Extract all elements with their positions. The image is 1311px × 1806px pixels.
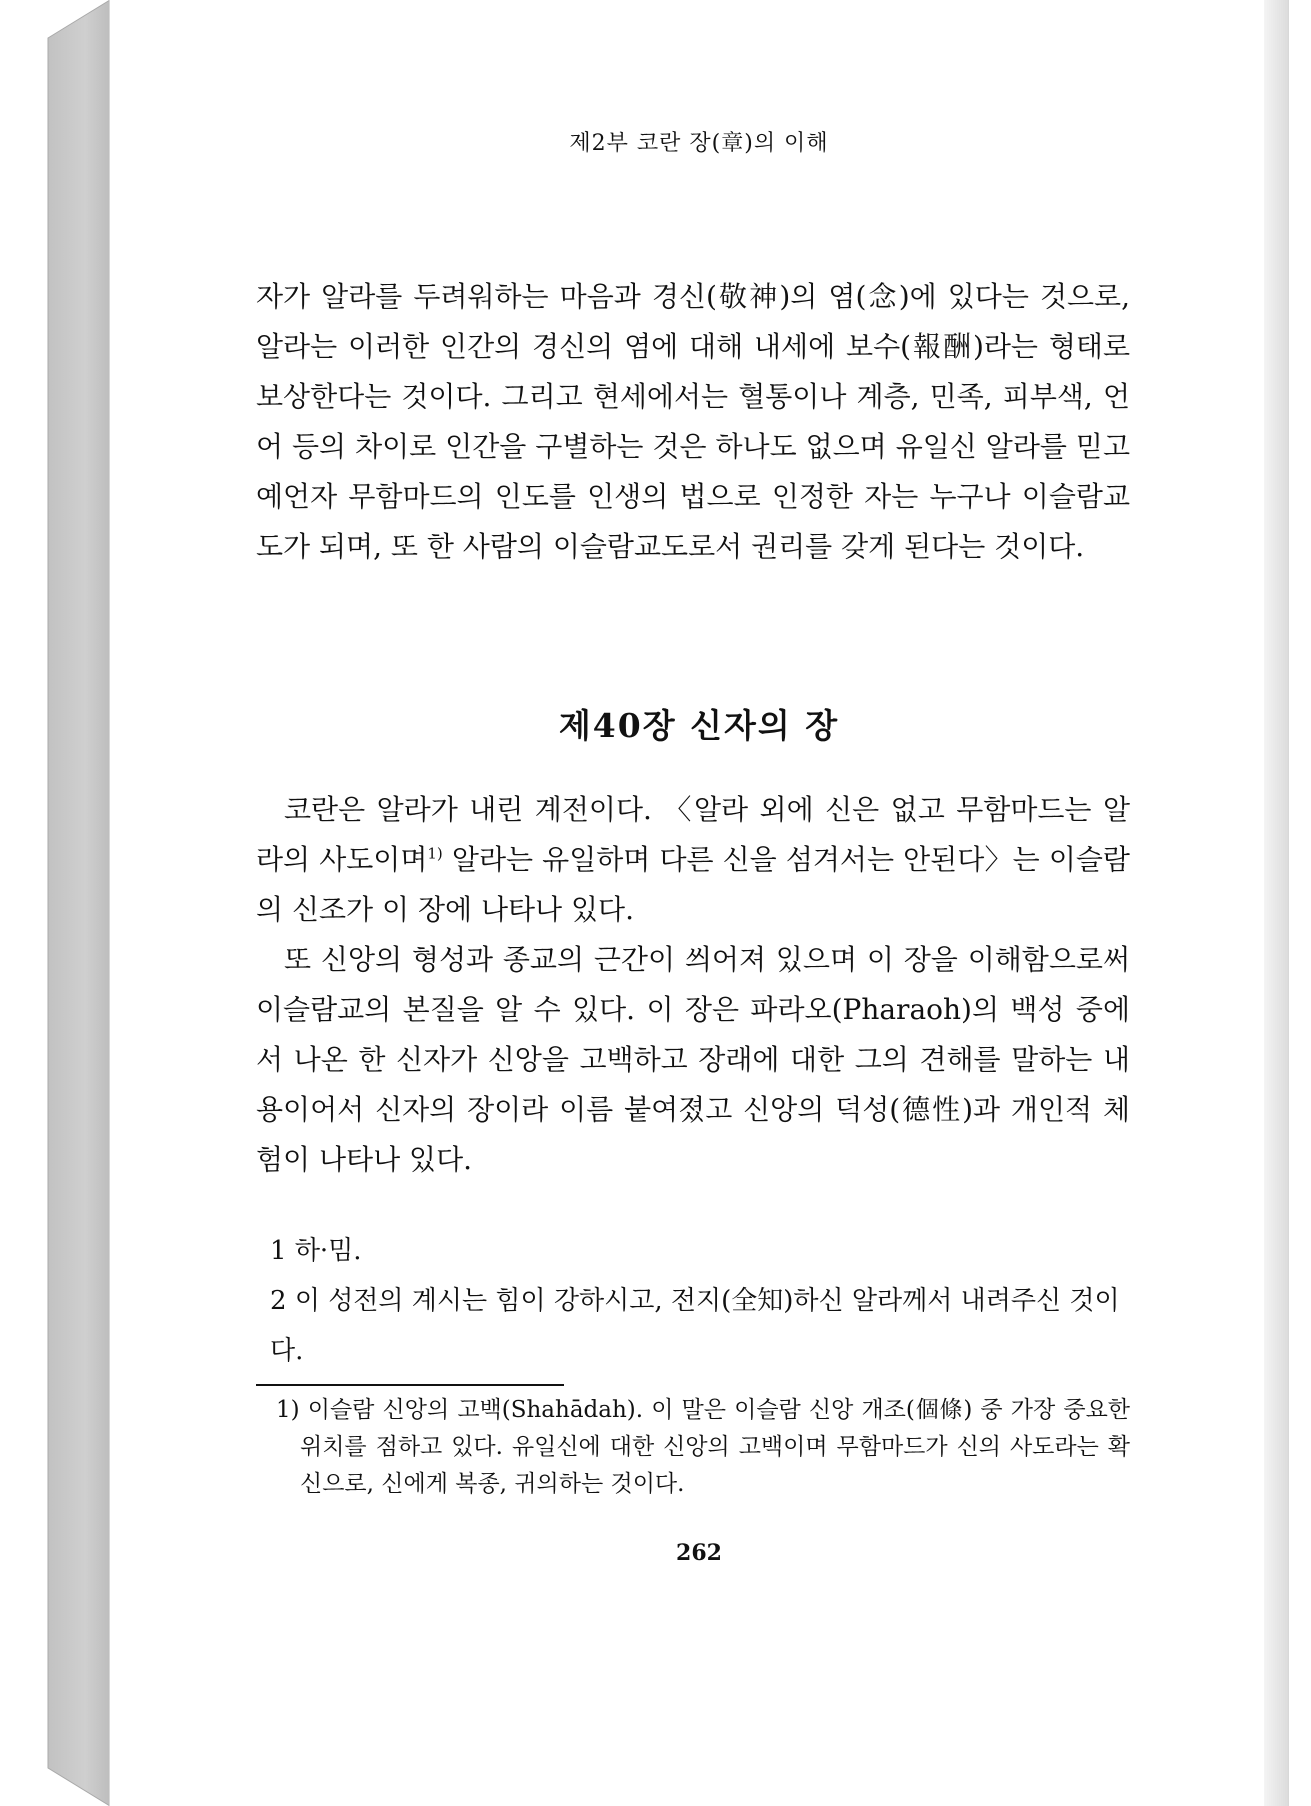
footnote-reference: 1): [427, 844, 443, 863]
footnote-rule: [256, 1384, 564, 1386]
verse-text: 하·밈.: [294, 1236, 362, 1266]
page-number: 262: [676, 1540, 722, 1566]
verse-number: 2: [270, 1286, 287, 1316]
verse-item: [270, 1226, 1130, 1276]
running-head: 제2부 코란 장(章)의 이해: [569, 131, 829, 156]
verse-text: 이 성전의 계시는 힘이 강하시고, 전지(全知)하신 알라께서 내려주신 것이다.: [270, 1286, 1120, 1366]
footnote: [276, 1392, 1130, 1503]
paragraph-2-text-b: 알라는 유일하며 다른 신을 섬겨서는 안된다〉는 이슬람의 신조가 이 장에 나타나 있다.: [256, 843, 1130, 926]
paragraph-2-text-a: 코란은 알라가 내린 계전이다. 〈알라 외에 신은 없고 무함마드는 알라의 사도이며: [256, 793, 1130, 876]
page-edge-shadow: [1264, 0, 1288, 1806]
body-paragraph-1: [256, 272, 1130, 572]
footnote-body: [276, 1392, 1130, 1503]
footnote-mark: 1): [276, 1397, 300, 1423]
paragraph-3: 또 신앙의 형성과 종교의 근간이 씌어져 있으며 이 장을 이해함으로써 이슬람교의 본질을 알 수 있다. 이 장은 파라오(Pharaoh)의 백성 중에서 나온 한 신자가 신앙을 고백하고 장래에 대한 그의 견해를 말하는 내용이어서 신자의 장이라 이름 붙여졌고 신앙의 덕성(德性)과 개인적 체험이 나타나 있다.: [256, 943, 1130, 1176]
verse-number: 1: [270, 1236, 287, 1266]
paragraph-text: 자가 알라를 두려워하는 마음과 경신(敬神)의 염(念)에 있다는 것으로, 알라는 이러한 인간의 경신의 염에 대해 내세에 보수(報酬)라는 형태로 보상한다는 것이다. 그리고 현세에서는 혈통이나 계층, 민족, 피부색, 언어 등의 차이로 인간을 구별하는 것은 하나도 없으며 유일신 알라를 믿고 예언자 무함마드의 인도를 인생의 법으로 인정한 자는 누구나 이슬람교도가 되며, 또 한 사람의 이슬람교도로서 권리를 갖게 된다는 것이다.: [256, 280, 1130, 563]
verse-item: [270, 1276, 1130, 1376]
body-paragraphs-2: [256, 785, 1130, 1185]
book-spine-edge: [0, 0, 112, 1806]
footnote-text: 이슬람 신앙의 고백(Shahādah). 이 말은 이슬람 신앙 개조(個條) 중 가장 중요한 위치를 점하고 있다. 유일신에 대한 신앙의 고백이며 무함마드가 신의 사도라는 확신으로, 신에게 복종, 귀의하는 것이다.: [300, 1397, 1131, 1497]
paragraph-2: [256, 785, 1130, 935]
chapter-title: 제40장 신자의 장: [558, 706, 840, 745]
verse-list: [270, 1226, 1130, 1376]
